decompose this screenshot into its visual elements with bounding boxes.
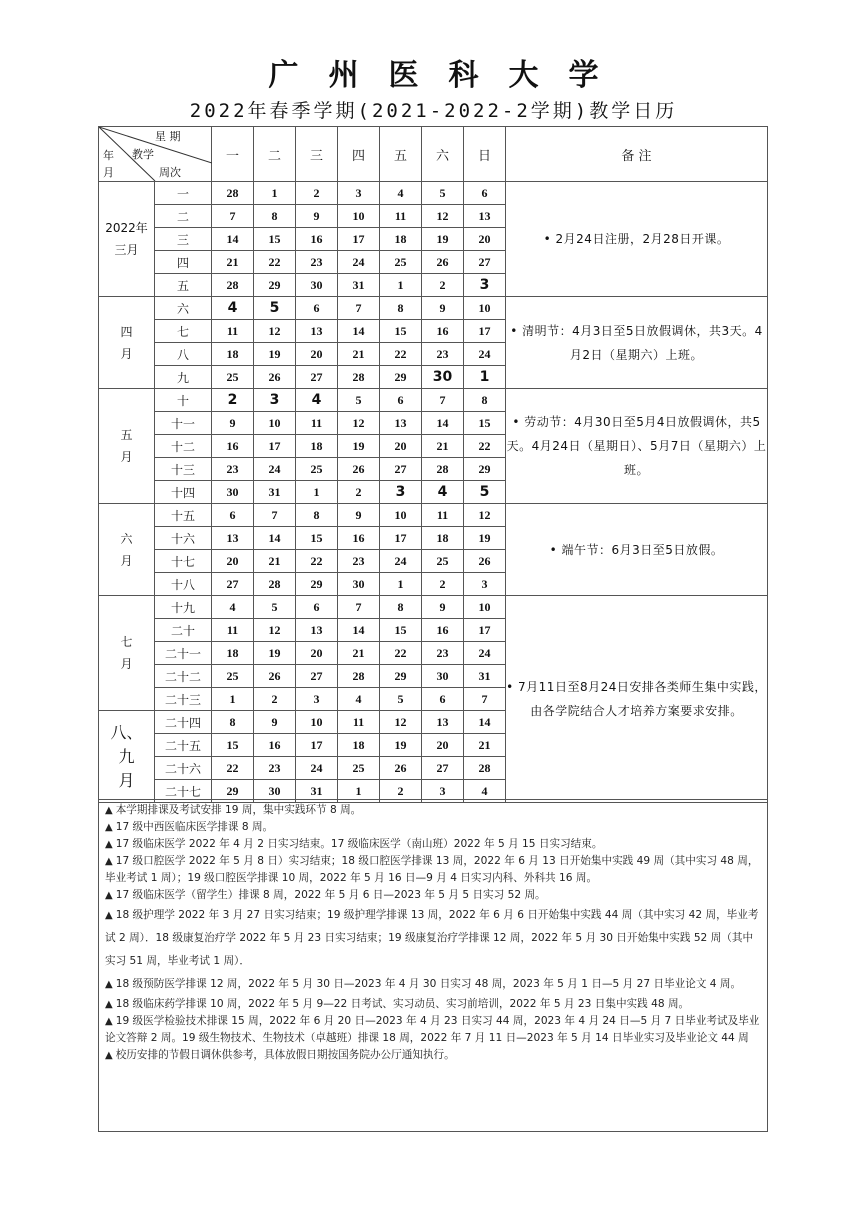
note-text: 18 级临床药学排课 10 周，2022 年 5 月 9—22 日考试、实习动员、实习前培训，2022 年 5 月 23 日集中实践 48 周。 <box>115 998 690 1010</box>
note-text: 18 级预防医学排课 12 周，2022 年 5 月 30 日—2023 年 4 月 30 日实习 48 周，2023 年 5 月 1 日—5 月 27 日毕业论文 4 周。 <box>115 978 742 990</box>
day-cell: 2 <box>296 182 338 205</box>
day-cell: 9 <box>296 205 338 228</box>
day-cell: 19 <box>254 343 296 366</box>
week-number: 九 <box>155 366 212 389</box>
day-cell: 19 <box>464 527 506 550</box>
note-item <box>105 904 761 973</box>
week-number: 二十三 <box>155 688 212 711</box>
day-cell: 24 <box>464 343 506 366</box>
day-cell: 29 <box>296 573 338 596</box>
header-row <box>99 127 768 182</box>
day-cell-holiday: 2 <box>212 389 254 412</box>
week-row <box>99 182 768 205</box>
note-text: 本学期排课及考试安排 19 周，集中实践环节 8 周。 <box>115 804 362 816</box>
day-cell: 21 <box>422 435 464 458</box>
week-number: 八 <box>155 343 212 366</box>
day-cell: 27 <box>296 366 338 389</box>
day-cell: 29 <box>380 665 422 688</box>
day-cell: 13 <box>296 320 338 343</box>
weekday-header: 六 <box>422 127 464 182</box>
corner-header-cell <box>99 127 212 182</box>
day-cell: 22 <box>464 435 506 458</box>
notes-section <box>98 799 768 1132</box>
day-cell: 26 <box>254 366 296 389</box>
day-cell: 18 <box>422 527 464 550</box>
day-cell-holiday: 3 <box>380 481 422 504</box>
day-cell: 17 <box>254 435 296 458</box>
day-cell: 10 <box>254 412 296 435</box>
day-cell: 16 <box>254 734 296 757</box>
day-cell: 10 <box>296 711 338 734</box>
week-number: 二十一 <box>155 642 212 665</box>
day-cell: 26 <box>380 757 422 780</box>
remark-cell: • 端午节：6月3日至5日放假。 <box>506 504 768 596</box>
day-cell: 22 <box>380 642 422 665</box>
triangle-bullet-icon: ▲ <box>105 839 113 850</box>
week-number: 十五 <box>155 504 212 527</box>
day-cell: 17 <box>338 228 380 251</box>
day-cell: 6 <box>464 182 506 205</box>
day-cell: 19 <box>422 228 464 251</box>
day-cell: 4 <box>380 182 422 205</box>
day-cell: 31 <box>296 780 338 803</box>
day-cell: 7 <box>338 596 380 619</box>
triangle-bullet-icon: ▲ <box>105 910 113 921</box>
triangle-bullet-icon: ▲ <box>105 979 113 990</box>
day-cell: 6 <box>380 389 422 412</box>
weekday-header: 四 <box>338 127 380 182</box>
week-number: 一 <box>155 182 212 205</box>
day-cell: 24 <box>380 550 422 573</box>
day-cell: 4 <box>338 688 380 711</box>
week-number: 十六 <box>155 527 212 550</box>
month-label: 八、 九 月 <box>99 711 155 803</box>
day-cell: 12 <box>380 711 422 734</box>
day-cell: 17 <box>380 527 422 550</box>
day-cell: 15 <box>212 734 254 757</box>
remark-cell: • 劳动节：4月30日至5月4日放假调休，共5天。4月24日（星期日）、5月7日（星期六）上班。 <box>506 389 768 504</box>
day-cell: 17 <box>464 320 506 343</box>
remark-cell: • 2月24日注册，2月28日开课。 <box>506 182 768 297</box>
day-cell: 12 <box>422 205 464 228</box>
day-cell: 3 <box>338 182 380 205</box>
day-cell: 9 <box>422 596 464 619</box>
day-cell: 28 <box>338 665 380 688</box>
day-cell: 15 <box>254 228 296 251</box>
week-number: 二十七 <box>155 780 212 803</box>
day-cell: 27 <box>296 665 338 688</box>
university-title: 广州医科大学 <box>268 58 629 93</box>
day-cell: 27 <box>380 458 422 481</box>
week-number: 二十五 <box>155 734 212 757</box>
day-cell: 22 <box>254 251 296 274</box>
week-row <box>99 389 768 412</box>
day-cell: 19 <box>338 435 380 458</box>
day-cell: 4 <box>464 780 506 803</box>
note-item <box>105 1047 761 1064</box>
note-item <box>105 853 761 887</box>
day-cell: 28 <box>422 458 464 481</box>
day-cell: 12 <box>464 504 506 527</box>
corner-month-label: 月 <box>103 166 114 179</box>
day-cell: 5 <box>422 182 464 205</box>
day-cell: 11 <box>212 320 254 343</box>
day-cell: 28 <box>212 182 254 205</box>
day-cell-holiday: 4 <box>296 389 338 412</box>
day-cell: 16 <box>212 435 254 458</box>
day-cell: 26 <box>422 251 464 274</box>
week-number: 十一 <box>155 412 212 435</box>
day-cell: 9 <box>212 412 254 435</box>
day-cell: 30 <box>212 481 254 504</box>
day-cell-holiday: 30 <box>422 366 464 389</box>
day-cell: 15 <box>380 320 422 343</box>
day-cell: 13 <box>464 205 506 228</box>
day-cell: 9 <box>254 711 296 734</box>
day-cell: 14 <box>254 527 296 550</box>
day-cell: 17 <box>296 734 338 757</box>
day-cell: 16 <box>422 619 464 642</box>
week-number: 二十 <box>155 619 212 642</box>
day-cell: 30 <box>254 780 296 803</box>
day-cell: 15 <box>464 412 506 435</box>
day-cell: 23 <box>422 642 464 665</box>
day-cell: 13 <box>380 412 422 435</box>
week-number: 四 <box>155 251 212 274</box>
day-cell: 23 <box>254 757 296 780</box>
day-cell: 5 <box>254 596 296 619</box>
week-number: 十二 <box>155 435 212 458</box>
month-label: 七 月 <box>99 596 155 711</box>
day-cell: 27 <box>212 573 254 596</box>
day-cell: 17 <box>464 619 506 642</box>
corner-teaching-label: 教学 <box>132 148 154 161</box>
day-cell: 31 <box>338 274 380 297</box>
day-cell: 24 <box>464 642 506 665</box>
day-cell: 6 <box>296 297 338 320</box>
week-number: 二 <box>155 205 212 228</box>
day-cell: 14 <box>338 619 380 642</box>
weekday-header: 一 <box>212 127 254 182</box>
day-cell: 14 <box>212 228 254 251</box>
day-cell: 15 <box>296 527 338 550</box>
day-cell: 11 <box>422 504 464 527</box>
day-cell: 19 <box>380 734 422 757</box>
day-cell: 25 <box>296 458 338 481</box>
note-item <box>105 887 761 904</box>
day-cell: 29 <box>464 458 506 481</box>
day-cell: 14 <box>464 711 506 734</box>
day-cell: 10 <box>338 205 380 228</box>
day-cell: 21 <box>338 642 380 665</box>
weekday-header: 二 <box>254 127 296 182</box>
day-cell: 14 <box>338 320 380 343</box>
day-cell: 8 <box>464 389 506 412</box>
day-cell: 3 <box>464 573 506 596</box>
note-item <box>105 1013 761 1047</box>
day-cell: 18 <box>380 228 422 251</box>
day-cell: 10 <box>464 596 506 619</box>
day-cell: 23 <box>422 343 464 366</box>
day-cell-holiday: 5 <box>254 297 296 320</box>
day-cell: 10 <box>464 297 506 320</box>
day-cell: 1 <box>254 182 296 205</box>
week-number: 十八 <box>155 573 212 596</box>
day-cell: 23 <box>212 458 254 481</box>
day-cell: 20 <box>296 343 338 366</box>
day-cell: 16 <box>296 228 338 251</box>
day-cell: 24 <box>254 458 296 481</box>
day-cell: 25 <box>212 366 254 389</box>
day-cell: 4 <box>212 596 254 619</box>
week-row <box>99 297 768 320</box>
week-number: 五 <box>155 274 212 297</box>
day-cell: 29 <box>254 274 296 297</box>
day-cell: 23 <box>296 251 338 274</box>
day-cell: 23 <box>338 550 380 573</box>
day-cell: 2 <box>338 481 380 504</box>
day-cell: 2 <box>422 573 464 596</box>
note-item <box>105 802 761 819</box>
triangle-bullet-icon: ▲ <box>105 822 113 833</box>
day-cell: 18 <box>296 435 338 458</box>
note-text: 18 级护理学 2022 年 3 月 27 日实习结束；19 级护理学排课 13 周，2022 年 6 月 6 日开始集中实践 44 周（其中实习 42 周，毕业考试 2 周）．18 级康复治疗学 2022 年 5 月 23 日实习结束；19 级康复治疗学排课 12 周，2022 年 5 月 30 日开始集中实践 52 周（其中实习 51 周，毕业考试 1 周）． <box>105 909 759 967</box>
triangle-bullet-icon: ▲ <box>105 999 113 1010</box>
day-cell: 1 <box>338 780 380 803</box>
day-cell: 30 <box>422 665 464 688</box>
day-cell: 25 <box>380 251 422 274</box>
weekday-header: 三 <box>296 127 338 182</box>
weekday-header: 日 <box>464 127 506 182</box>
day-cell: 11 <box>380 205 422 228</box>
day-cell: 8 <box>212 711 254 734</box>
triangle-bullet-icon: ▲ <box>105 890 113 901</box>
day-cell: 12 <box>254 619 296 642</box>
day-cell: 28 <box>212 274 254 297</box>
day-cell-holiday: 5 <box>464 481 506 504</box>
day-cell: 29 <box>380 366 422 389</box>
day-cell: 25 <box>422 550 464 573</box>
day-cell: 11 <box>338 711 380 734</box>
day-cell-holiday: 4 <box>422 481 464 504</box>
day-cell: 7 <box>464 688 506 711</box>
day-cell: 24 <box>296 757 338 780</box>
day-cell: 25 <box>338 757 380 780</box>
day-cell: 27 <box>464 251 506 274</box>
day-cell: 27 <box>422 757 464 780</box>
day-cell: 30 <box>296 274 338 297</box>
day-cell: 8 <box>380 596 422 619</box>
corner-weekday-label: 星 期 <box>155 130 181 143</box>
day-cell: 13 <box>422 711 464 734</box>
week-number: 二十二 <box>155 665 212 688</box>
day-cell: 1 <box>380 274 422 297</box>
week-number: 二十六 <box>155 757 212 780</box>
day-cell: 19 <box>254 642 296 665</box>
week-row <box>99 504 768 527</box>
day-cell: 26 <box>464 550 506 573</box>
day-cell: 16 <box>338 527 380 550</box>
day-cell: 21 <box>464 734 506 757</box>
day-cell: 26 <box>338 458 380 481</box>
note-item <box>105 819 761 836</box>
day-cell: 6 <box>212 504 254 527</box>
day-cell: 28 <box>338 366 380 389</box>
day-cell: 22 <box>212 757 254 780</box>
day-cell: 16 <box>422 320 464 343</box>
day-cell: 7 <box>338 297 380 320</box>
note-text: 17 级临床医学 2022 年 4 月 2 日实习结束。17 级临床医学（南山班）2022 年 5 月 15 日实习结束。 <box>115 838 603 850</box>
note-text: 17 级中西医临床医学排课 8 周。 <box>115 821 274 833</box>
day-cell-holiday: 4 <box>212 297 254 320</box>
day-cell: 20 <box>380 435 422 458</box>
day-cell: 7 <box>212 205 254 228</box>
remark-cell: • 7月11日至8月24日安排各类师生集中实践，由各学院结合人才培养方案要求安排。 <box>506 596 768 803</box>
triangle-bullet-icon: ▲ <box>105 1050 113 1061</box>
day-cell: 25 <box>212 665 254 688</box>
calendar-body <box>99 182 768 803</box>
note-item <box>105 836 761 853</box>
day-cell: 2 <box>380 780 422 803</box>
day-cell: 5 <box>338 389 380 412</box>
week-number: 十 <box>155 389 212 412</box>
day-cell: 5 <box>380 688 422 711</box>
corner-year-label: 年 <box>103 149 114 162</box>
day-cell: 10 <box>380 504 422 527</box>
weekday-header: 五 <box>380 127 422 182</box>
day-cell: 21 <box>254 550 296 573</box>
day-cell: 30 <box>338 573 380 596</box>
day-cell: 20 <box>464 228 506 251</box>
day-cell: 20 <box>212 550 254 573</box>
day-cell: 13 <box>212 527 254 550</box>
week-number: 十七 <box>155 550 212 573</box>
day-cell: 26 <box>254 665 296 688</box>
day-cell: 21 <box>338 343 380 366</box>
month-label: 2022年 三月 <box>99 182 155 297</box>
day-cell: 28 <box>254 573 296 596</box>
day-cell: 14 <box>422 412 464 435</box>
day-cell: 13 <box>296 619 338 642</box>
day-cell: 15 <box>380 619 422 642</box>
triangle-bullet-icon: ▲ <box>105 1016 113 1027</box>
day-cell-holiday: 1 <box>464 366 506 389</box>
week-row <box>99 596 768 619</box>
month-label: 六 月 <box>99 504 155 596</box>
day-cell: 6 <box>422 688 464 711</box>
day-cell: 18 <box>212 343 254 366</box>
day-cell: 1 <box>212 688 254 711</box>
day-cell: 7 <box>254 504 296 527</box>
day-cell: 18 <box>212 642 254 665</box>
remark-cell: • 清明节：4月3日至5日放假调休，共3天。4月2日（星期六）上班。 <box>506 297 768 389</box>
day-cell: 18 <box>338 734 380 757</box>
week-number: 七 <box>155 320 212 343</box>
day-cell: 22 <box>296 550 338 573</box>
day-cell: 21 <box>212 251 254 274</box>
note-item <box>105 973 761 996</box>
day-cell: 22 <box>380 343 422 366</box>
remarks-header: 备 注 <box>506 127 768 182</box>
day-cell-holiday: 3 <box>254 389 296 412</box>
day-cell: 8 <box>380 297 422 320</box>
day-cell: 11 <box>296 412 338 435</box>
week-number: 十四 <box>155 481 212 504</box>
day-cell: 2 <box>254 688 296 711</box>
triangle-bullet-icon: ▲ <box>105 805 113 816</box>
month-label: 五 月 <box>99 389 155 504</box>
day-cell: 3 <box>296 688 338 711</box>
note-item <box>105 996 761 1013</box>
day-cell: 31 <box>254 481 296 504</box>
day-cell: 31 <box>464 665 506 688</box>
day-cell: 8 <box>254 205 296 228</box>
note-text: 17 级口腔医学 2022 年 5 月 8 日）实习结束；18 级口腔医学排课 13 周，2022 年 6 月 13 日开始集中实践 49 周（其中实习 48 周，毕业考试 1 周）；19 级口腔医学排课 10 周，2022 年 5 月 16 日—9 月 4 日实习内科、外科共 16 周。 <box>105 855 759 884</box>
corner-week-no-label: 周次 <box>159 166 181 179</box>
day-cell: 6 <box>296 596 338 619</box>
week-number: 二十四 <box>155 711 212 734</box>
week-number: 十三 <box>155 458 212 481</box>
day-cell: 2 <box>422 274 464 297</box>
day-cell: 24 <box>338 251 380 274</box>
note-text: 19 级医学检验技术排课 15 周，2022 年 6 月 20 日—2023 年 4 月 23 日实习 44 周，2023 年 4 月 24 日—5 月 7 日毕业考试及毕业论文答辩 2 周。19 级生物技术、生物技术（卓越班）排课 18 周，2022 年 7 月 11 日—2023 年 5 月 14 日毕业实习及毕业论文 44 周 <box>105 1015 760 1044</box>
day-cell: 1 <box>296 481 338 504</box>
day-cell: 12 <box>338 412 380 435</box>
day-cell: 29 <box>212 780 254 803</box>
day-cell: 11 <box>212 619 254 642</box>
week-number: 十九 <box>155 596 212 619</box>
month-label: 四 月 <box>99 297 155 389</box>
day-cell-holiday: 3 <box>464 274 506 297</box>
day-cell: 9 <box>422 297 464 320</box>
note-text: 17 级临床医学（留学生）排课 8 周，2022 年 5 月 6 日—2023 年 5 月 5 日实习 52 周。 <box>115 889 546 901</box>
day-cell: 8 <box>296 504 338 527</box>
teaching-calendar-table <box>98 126 768 803</box>
triangle-bullet-icon: ▲ <box>105 856 113 867</box>
day-cell: 7 <box>422 389 464 412</box>
note-text: 校历安排的节假日调休供参考，具体放假日期按国务院办公厅通知执行。 <box>115 1049 455 1061</box>
calendar-subtitle: 2022年春季学期(2021-2022-2学期)教学日历 <box>189 100 678 122</box>
day-cell: 28 <box>464 757 506 780</box>
day-cell: 9 <box>338 504 380 527</box>
day-cell: 20 <box>296 642 338 665</box>
day-cell: 12 <box>254 320 296 343</box>
day-cell: 20 <box>422 734 464 757</box>
week-number: 六 <box>155 297 212 320</box>
day-cell: 3 <box>422 780 464 803</box>
day-cell: 1 <box>380 573 422 596</box>
week-number: 三 <box>155 228 212 251</box>
